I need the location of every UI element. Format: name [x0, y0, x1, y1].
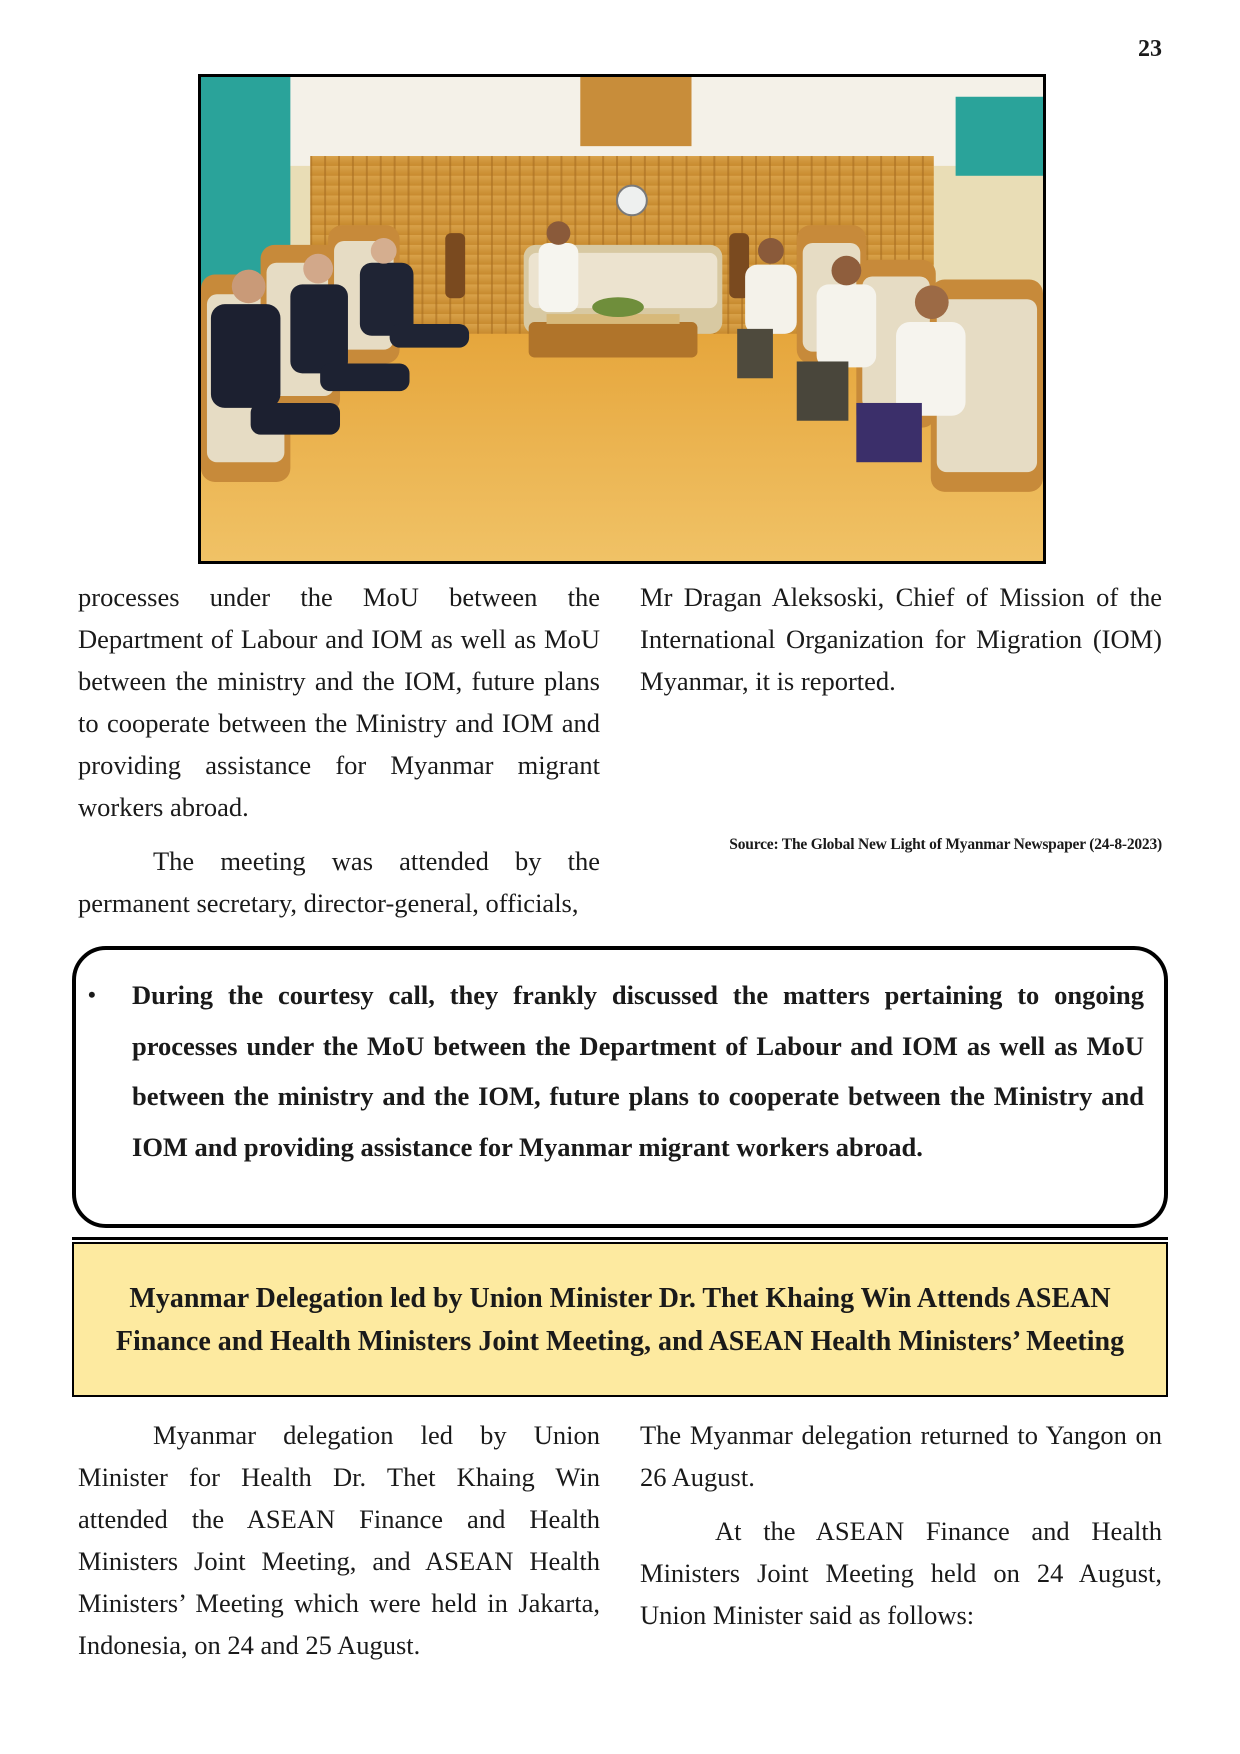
article-bottom-right-column [640, 1414, 1162, 1636]
bullet-icon: • [88, 982, 96, 1007]
source-credit: Source: The Global New Light of Myanmar Newspaper (24-8-2023) [729, 836, 1162, 853]
article-bottom-paragraph: The Myanmar delegation returned to Yangon on 26 August. [640, 1420, 1162, 1492]
article-top-left-column [78, 576, 600, 924]
article-top-paragraph: processes under the MoU between the Department of Labour and IOM as well as MoU between the ministry and the IOM, future plans to cooperate between the Ministry and IOM and providing assistance for Myanmar migrant workers abroad. [78, 582, 600, 822]
highlight-box [72, 946, 1168, 1228]
article-top-paragraph: The meeting was attended by the permanent secretary, director-general, officials, [78, 846, 600, 918]
page-number: 23 [1138, 36, 1162, 62]
article-top-right-column [640, 576, 1162, 702]
highlight-list [76, 970, 1164, 1172]
section-divider [72, 1237, 1168, 1240]
meeting-photo [198, 74, 1046, 564]
article-title-box [72, 1242, 1168, 1397]
highlight-item [88, 970, 1144, 1172]
article-title: Myanmar Delegation led by Union Minister Dr. Thet Khaing Win Attends ASEAN Finance and Health Ministers Joint Meeting, and ASEAN Health Ministers’ Meeting [115, 1282, 1125, 1357]
article-bottom-paragraph: At the ASEAN Finance and Health Ministers Joint Meeting held on 24 August, Union Minister said as follows: [640, 1516, 1162, 1630]
article-bottom-left-column [78, 1414, 600, 1666]
highlight-text: During the courtesy call, they frankly discussed the matters pertaining to ongoing processes under the MoU between the Department of Labour and IOM as well as MoU between the ministry and the IOM, future plans to cooperate between the Ministry and IOM and providing assistance for Myanmar migrant workers abroad. [132, 980, 1144, 1162]
article-bottom-paragraph: Myanmar delegation led by Union Minister for Health Dr. Thet Khaing Win attended the ASEAN Finance and Health Ministers Joint Meeting, and ASEAN Health Ministers’ Meeting which were held in Jakarta, Indonesia, on 24 and 25 August. [78, 1420, 600, 1660]
meeting-photo-illustration [201, 77, 1043, 561]
article-top-paragraph: Mr Dragan Aleksoski, Chief of Mission of the International Organization for Migration (IOM) Myanmar, it is reported. [640, 582, 1162, 696]
